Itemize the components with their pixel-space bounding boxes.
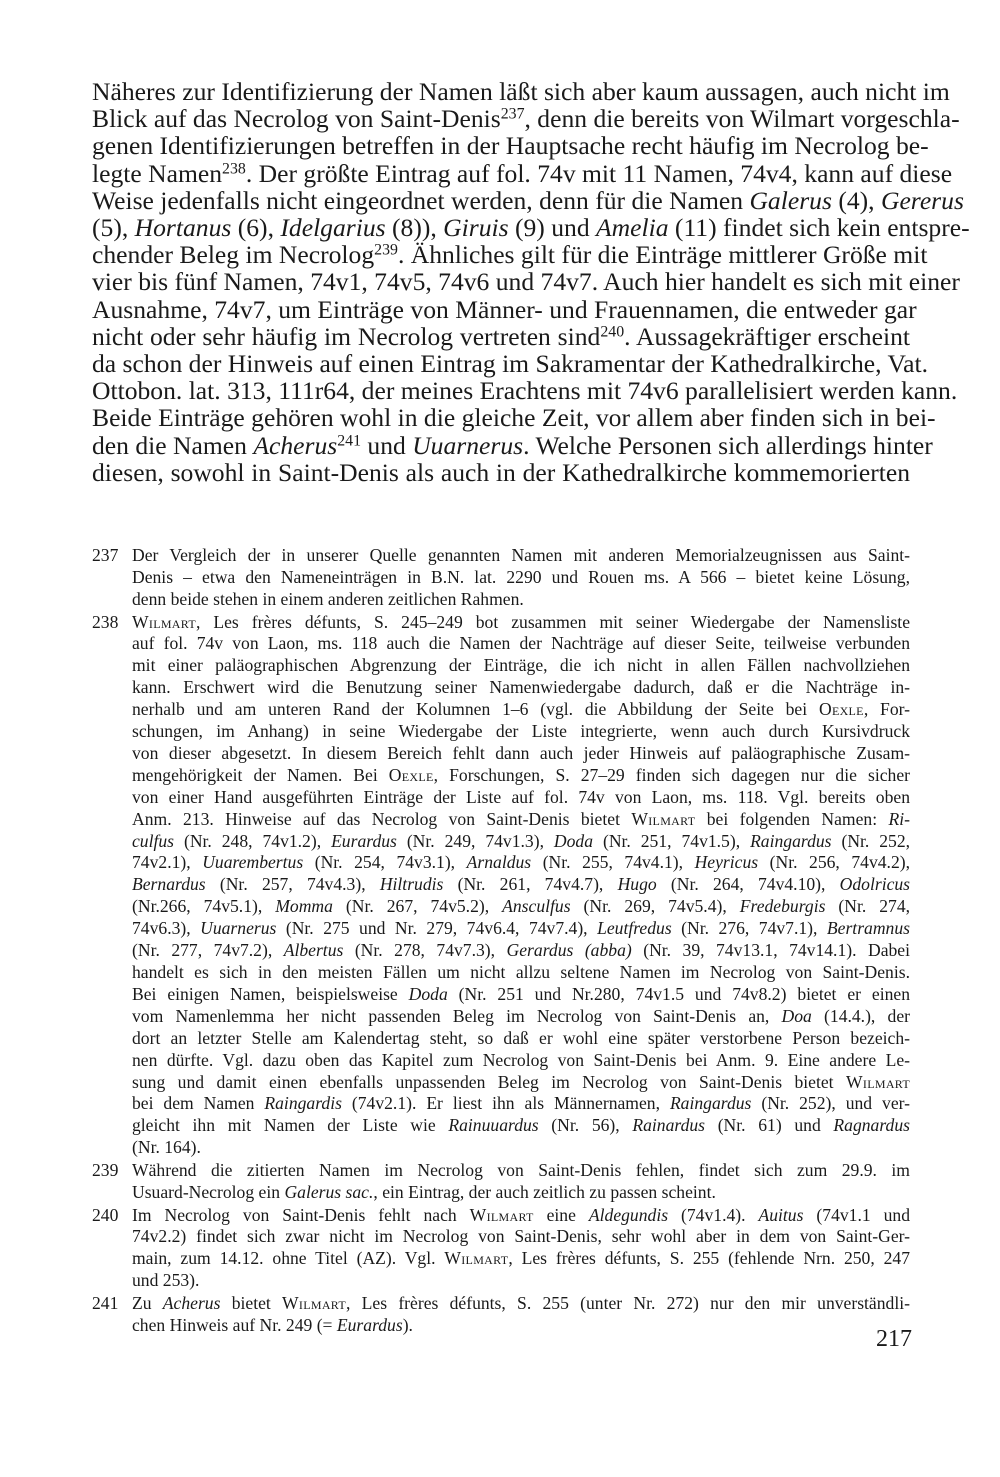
text-run: Zu (132, 1293, 163, 1313)
footnote-line (132, 1293, 910, 1315)
italic-name: Auitus (758, 1204, 804, 1225)
footnote-line (132, 940, 910, 962)
italic-name: Momma (275, 896, 333, 917)
text-run: mit einer paläographischen Abgrenzung der Einträge, die ich nicht in allen Fällen nachvollziehen (132, 655, 910, 676)
text-run: Blick auf das Necrolog von Saint-Denis (92, 104, 501, 134)
text-run: mengehörigkeit der Namen. Bei (132, 764, 389, 785)
italic-name: Rainardus (632, 1115, 706, 1136)
author-smallcaps: Wilmart (132, 611, 196, 632)
author-smallcaps: Wilmart (444, 1248, 509, 1269)
footnote-number: 237 (92, 545, 119, 565)
text-run: . Aussagekräftiger erscheint (624, 321, 910, 351)
text-run: Weise jedenfalls nicht eingeordnet werden, denn für die Namen (92, 185, 750, 215)
footnote-marker: 240 (600, 323, 625, 341)
text-run: Bei einigen Namen, beispielsweise (132, 983, 409, 1004)
footnote-line (132, 874, 910, 896)
text-run: (Nr. 248, 74v1.2), (174, 830, 332, 851)
text-run: (Nr. 256, 74v4.2), (758, 852, 911, 873)
footnote-line (132, 699, 910, 721)
italic-name: Hortanus (134, 213, 232, 243)
footnote-body (132, 1293, 910, 1337)
text-run: ). (402, 1314, 413, 1335)
text-run: (Nr. 269, 74v5.4), (570, 896, 740, 917)
footnote-line (132, 1006, 910, 1028)
text-run: bei folgenden Namen: (695, 808, 889, 829)
text-run: Der Vergleich der in unserer Quelle genannten Namen mit anderen Memorialzeugnissen aus Saint- (132, 545, 910, 565)
text-line (92, 131, 929, 161)
footnote-line (132, 612, 910, 634)
footnote-line (132, 984, 910, 1006)
footnote-line (132, 1093, 910, 1115)
italic-name: Hugo (617, 874, 657, 895)
text-run: (Nr. 277, 74v7.2), (132, 940, 284, 961)
text-run: (Nr. 251, 74v1.5), (593, 830, 751, 851)
footnote-number: 240 (92, 1204, 119, 1225)
text-run: gleicht ihn mit Namen der Liste wie (132, 1115, 449, 1136)
author-smallcaps: Wilmart (469, 1204, 534, 1225)
italic-name: Galerus sac. (284, 1181, 374, 1202)
footnote-marker: 239 (374, 241, 398, 259)
footnote-line (132, 1182, 910, 1204)
footnote-line (132, 831, 910, 853)
italic-name: Albertus (283, 940, 344, 961)
italic-name: Amelia (596, 213, 669, 243)
text-run: kann. Erschwert wird die Benutzung seiner Namenwiedergabe dadurch, daß er die Nachträge in- (132, 677, 910, 698)
footnote-body (132, 1160, 910, 1204)
footnote (92, 1160, 910, 1204)
text-run: , denn die bereits von Wilmart vorgeschla- (524, 104, 960, 134)
footnote (92, 545, 910, 611)
footnote-line (132, 1205, 910, 1227)
text-run: (Nr. 261, 74v4.7), (443, 874, 618, 895)
text-run: Denis – etwa den Nameneinträgen in B.N. lat. 2290 und Rouen ms. A 566 – bietet keine Lösung, (132, 566, 910, 587)
footnote (92, 612, 910, 1160)
text-run: (Nr. 276, 74v7.1), (671, 918, 827, 939)
text-line (92, 77, 950, 106)
text-run: . Ähnliches gilt für die Einträge mittlerer Größe mit (397, 240, 928, 270)
footnote-line (132, 677, 910, 699)
text-line (92, 104, 960, 134)
text-run: legte Namen (92, 158, 223, 188)
italic-name: Ansculfus (502, 896, 571, 917)
text-run: da schon der Hinweis auf einen Eintrag im Sakramentar der Kathedralkirche, Vat. (92, 349, 928, 379)
text-run: vom Namenlemma her nicht passenden Beleg im Necrolog von Saint-Denis an, (132, 1005, 782, 1026)
text-run: (14.4.), der (811, 1005, 910, 1026)
footnote (92, 1293, 910, 1337)
text-run: von einer Hand ausgeführten Einträge der Liste auf fol. 74v von Laon, ms. 118. Vgl. bereits oben (132, 786, 910, 807)
text-run: diesen, sowohl in Saint-Denis als auch in der Kathedralkirche kommemorierten (92, 457, 910, 487)
italic-name: Uuarnerus (200, 918, 277, 939)
text-run: (Nr. 249, 74v1.3), (396, 830, 554, 851)
text-run: (Nr. 39, 74v13.1, 74v14.1). Dabei (631, 940, 910, 961)
text-run: (5), (92, 213, 135, 243)
italic-name: Gerardus (abba) (506, 940, 632, 961)
italic-name: culfus (132, 830, 175, 851)
text-run: Anm. 213. Hinweise auf das Necrolog von Saint-Denis bietet (132, 808, 632, 829)
text-line (92, 323, 910, 350)
text-run: (Nr. 254, 74v3.1), (303, 852, 467, 873)
author-smallcaps: Oexle (388, 764, 434, 785)
footnote-line (132, 743, 910, 765)
footnote-line (132, 633, 910, 655)
italic-name: Bertramnus (826, 918, 910, 939)
text-run: . Welche Personen sich allerdings hinter (523, 430, 933, 460)
text-run: (Nr.266, 74v5.1), (132, 896, 276, 917)
main-text-block (92, 77, 970, 487)
text-run: (Nr. 56), (538, 1115, 633, 1136)
text-line (92, 430, 933, 460)
italic-name: Aldegundis (588, 1204, 669, 1225)
text-run: Ausnahme, 74v7, um Einträge von Männer- und Frauennamen, die entweder gar (92, 294, 917, 324)
text-run: Näheres zur Identifizierung der Namen läßt sich aber kaum aussagen, auch nicht im (92, 77, 950, 106)
footnote-line (132, 852, 910, 874)
footnote-line (132, 962, 910, 984)
text-run: (6), (231, 213, 281, 243)
text-run: (Nr. 255, 74v4.1), (531, 852, 695, 873)
text-run: Während die zitierten Namen im Necrolog von Saint-Denis fehlen, findet sich zum 29.9. im (132, 1159, 910, 1180)
footnote-line (132, 1226, 910, 1248)
text-run: nicht oder sehr häufig im Necrolog vertreten sind (92, 321, 601, 351)
text-run: main, zum 14.12. ohne Titel (AZ). Vgl. (132, 1248, 445, 1269)
text-run: (74v2.1). Er liest ihn als Männernamen, (341, 1093, 670, 1114)
italic-name: Doda (553, 830, 594, 851)
text-run: auf fol. 74v von Laon, ms. 118 auch die Namen der Nachträge auf dieser Seite, teilweise verbunden (132, 633, 910, 654)
footnote-line (132, 1315, 910, 1337)
text-run: , For- (863, 699, 911, 720)
page-number: 217 (876, 1326, 912, 1352)
footnote-line (132, 765, 910, 787)
text-run: von dieser abgesetzt. In diesem Bereich fehlt dann auch jeder Hinweis auf paläographische Zusam- (132, 742, 910, 763)
text-run: 74v2.2) findet sich zwar nicht im Necrolog von Saint-Denis, sehr wohl aber in dem von Saint-Ger- (132, 1226, 910, 1247)
text-line (92, 459, 910, 486)
text-run: , Les frères défunts, S. 255 (fehlende Nrn. 250, 247 (508, 1248, 910, 1269)
author-smallcaps: Wilmart (846, 1071, 910, 1092)
footnote-line (132, 918, 910, 940)
text-run: 74v6.3), (132, 918, 201, 939)
text-run: chender Beleg im Necrolog (92, 240, 375, 270)
text-line (92, 185, 964, 215)
italic-name: Raingardis (264, 1093, 342, 1114)
footnote-marker: 241 (337, 431, 361, 449)
text-run: , Les frères défunts, S. 245–249 bot zusammen mit seiner Wiedergabe der Namensliste (195, 611, 910, 632)
footnote-line (132, 567, 910, 589)
text-run: (Nr. 252), und ver- (751, 1093, 910, 1114)
text-run: 74v2.1), (132, 852, 203, 873)
footnote-line (132, 1115, 910, 1137)
italic-name: Gererus (880, 185, 964, 215)
italic-name: Uuarnerus (412, 430, 524, 460)
text-line (92, 158, 953, 188)
text-run: (Nr. 257, 74v4.3), (205, 874, 380, 895)
text-run: Ottobon. lat. 313, 111r64, der meines Erachtens mit 74v6 parallelisiert werden kann. (92, 376, 958, 406)
footnotes-block (92, 545, 910, 1338)
text-run: Usuard-Necrolog ein (132, 1181, 285, 1202)
text-line (92, 403, 936, 433)
italic-name: Raingardus (750, 830, 832, 851)
text-run: (8)), (385, 213, 444, 243)
text-run: nen dürfte. Vgl. dazu oben das Kapitel zum Necrolog von Saint-Denis bei Anm. 9. Eine andere Le- (132, 1049, 910, 1070)
author-smallcaps: Wilmart (631, 808, 696, 829)
italic-name: Heyricus (694, 852, 759, 873)
footnote-line (132, 1050, 910, 1072)
italic-name: Fredeburgis (739, 896, 826, 917)
text-run: und (361, 430, 413, 460)
text-run: (Nr. 252, (831, 830, 911, 851)
footnote-line (132, 787, 910, 809)
italic-name: Galerus (749, 185, 832, 215)
footnote-line (132, 721, 910, 743)
text-run: , Forschungen, S. 27–29 finden sich dagegen nur die sicher (433, 764, 910, 785)
text-run: , Les frères défunts, S. 255 (unter Nr. 272) nur den mir unverständli- (346, 1293, 910, 1313)
footnote-line (132, 1270, 910, 1292)
italic-name: Rainuuardus (448, 1115, 539, 1136)
text-run: (Nr. 274, (825, 896, 911, 917)
italic-name: Uuarembertus (202, 852, 304, 873)
text-line (92, 349, 928, 379)
text-run: dort an letzter Stelle am Kalendertag steht, so daß er wohl eine später verstorbene Person bezeich- (132, 1027, 910, 1048)
footnote-line (132, 809, 910, 831)
footnote-body (132, 1205, 910, 1293)
italic-name: Odolricus (839, 874, 911, 895)
author-smallcaps: Wilmart (282, 1293, 347, 1313)
italic-name: Ragnardus (833, 1115, 910, 1136)
text-run: Im Necrolog von Saint-Denis fehlt nach (132, 1204, 470, 1225)
footnote-line (132, 1028, 910, 1050)
italic-name: Eurardus (336, 1314, 403, 1335)
italic-name: Doda (408, 983, 448, 1004)
text-run: , ein Eintrag, der auch zeitlich zu passen scheint. (373, 1181, 716, 1202)
text-run: (Nr. 267, 74v5.2), (332, 896, 503, 917)
text-line (92, 376, 958, 406)
italic-name: Hiltrudis (379, 874, 444, 895)
italic-name: Acherus (162, 1293, 221, 1313)
text-run: handelt es sich in den meisten Fällen um nicht allzu seltene Namen im Necrolog von Saint-Denis. (132, 962, 910, 983)
text-run: (Nr. 278, 74v7.3), (343, 940, 507, 961)
italic-name: Giruis (443, 213, 509, 243)
footnote-body (132, 612, 910, 1160)
text-run: (Nr. 164). (132, 1137, 201, 1158)
text-run: und 253). (132, 1270, 200, 1291)
footnote-line (132, 655, 910, 677)
footnote-marker: 237 (500, 105, 525, 123)
footnote-marker: 238 (222, 159, 246, 177)
italic-name: Acherus (253, 430, 338, 460)
text-run: (11) findet sich kein entspre- (668, 213, 970, 243)
footnote (92, 1205, 910, 1293)
text-run: Beide Einträge gehören wohl in die gleiche Zeit, vor allem aber finden sich in bei- (92, 403, 936, 433)
footnote-number: 239 (92, 1159, 119, 1180)
footnote-line (132, 589, 910, 611)
text-run: bei dem Namen (132, 1093, 265, 1114)
text-run: sung und damit einen ebenfalls unpassenden Beleg im Necrolog von Saint-Denis bietet (132, 1071, 847, 1092)
text-run: (74v1.4). (668, 1204, 759, 1225)
text-run: (Nr. 264, 74v4.10), (656, 874, 840, 895)
text-line (92, 240, 928, 270)
footnote-line (132, 1248, 910, 1270)
text-line (92, 267, 960, 297)
text-line (92, 213, 970, 243)
footnote-line (132, 1160, 910, 1182)
author-smallcaps: Oexle (818, 699, 864, 720)
footnote-body (132, 545, 910, 611)
italic-name: Ri- (888, 808, 910, 829)
text-run: nerhalb und am unteren Rand der Kolumnen 1–6 (vgl. die Abbildung der Seite bei (132, 699, 819, 720)
footnote-line (132, 1072, 910, 1094)
italic-name: Bernardus (132, 874, 206, 895)
footnote-line (132, 545, 910, 567)
footnote-line (132, 1137, 910, 1159)
italic-name: Leutfredus (597, 918, 672, 939)
italic-name: Idelgarius (280, 213, 386, 243)
text-run: (Nr. 61) und (705, 1115, 834, 1136)
italic-name: Eurardus (331, 830, 397, 851)
text-run: bietet (220, 1293, 283, 1313)
text-run: (4), (831, 185, 881, 215)
text-run: (9) und (508, 213, 597, 243)
footnote-number: 238 (92, 611, 119, 632)
footnote-line (132, 896, 910, 918)
text-run: (Nr. 251 und Nr.280, 74v1.5 und 74v8.2) bietet er einen (447, 983, 910, 1004)
text-run: vier bis fünf Namen, 74v1, 74v5, 74v6 und 74v7. Auch hier handelt es sich mit einer (92, 267, 960, 297)
italic-name: Raingardus (669, 1093, 752, 1114)
italic-name: Arnaldus (466, 852, 532, 873)
text-run: denn beide stehen in einem anderen zeitlichen Rahmen. (132, 588, 524, 609)
text-run: (Nr. 275 und Nr. 279, 74v6.4, 74v7.4), (276, 918, 598, 939)
footnote-number: 241 (92, 1293, 119, 1313)
italic-name: Doa (781, 1005, 812, 1026)
text-run: den die Namen (92, 430, 254, 460)
text-line (92, 294, 917, 324)
text-run: eine (533, 1204, 589, 1225)
text-run: schungen, im Anhang) in seine Wiedergabe der Liste integrierte, wenn auch durch Kursivdruck (132, 721, 910, 742)
text-run: (74v1.1 und (803, 1204, 911, 1225)
text-run: genen Identifizierungen betreffen in der Hauptsache recht häufig im Necrolog be- (92, 131, 929, 161)
text-run: chen Hinweis auf Nr. 249 (= (132, 1314, 337, 1335)
text-run: . Der größte Eintrag auf fol. 74v mit 11 Namen, 74v4, kann auf diese (245, 158, 953, 188)
